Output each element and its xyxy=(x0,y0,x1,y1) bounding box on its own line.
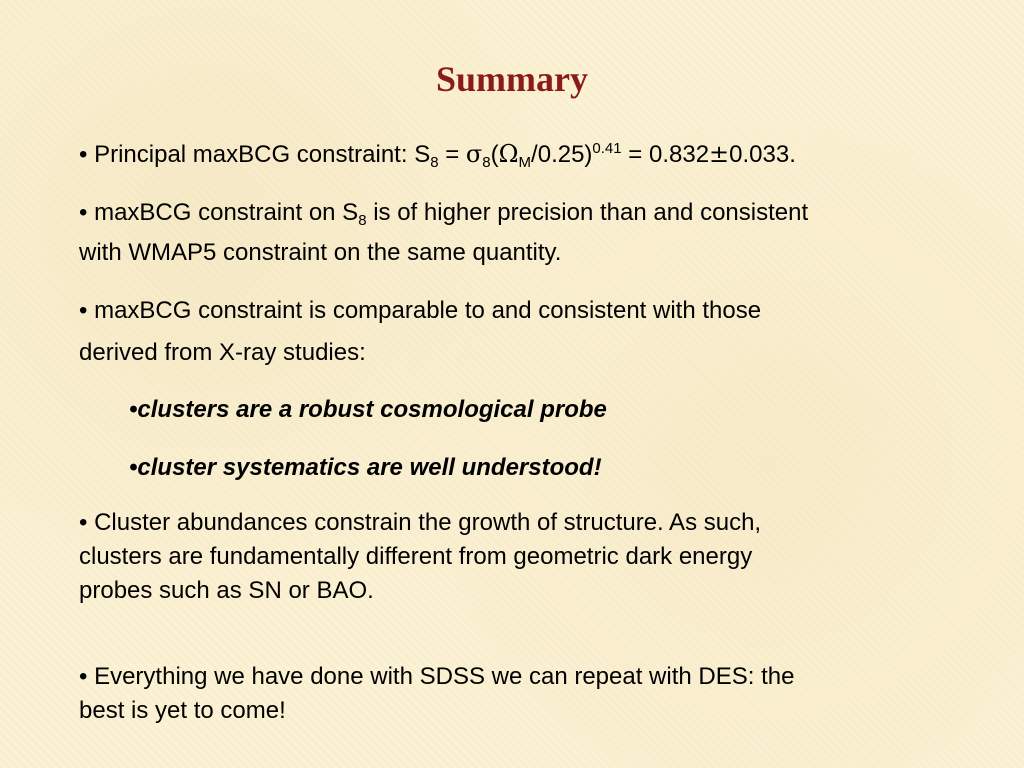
bullet-text: is of higher precision than and consistent xyxy=(366,199,809,226)
sub-bullet-systematics xyxy=(129,450,1009,486)
plus-minus-symbol: ± xyxy=(709,140,730,168)
bullet-text: /0.25) xyxy=(531,141,593,168)
bullet-xray xyxy=(79,293,959,329)
subscript: 8 xyxy=(482,154,491,171)
bullet-text: Cluster abundances constrain the growth of structure. As such, xyxy=(94,509,762,536)
bullet-marker: • xyxy=(79,663,88,690)
bullet-marker: • xyxy=(129,396,138,423)
bullet-cluster-abundances-line3: probes such as SN or BAO. xyxy=(79,577,374,604)
bullet-cluster-abundances-line2: clusters are fundamentally different from geometric dark energy xyxy=(79,543,753,570)
sigma-symbol: σ xyxy=(465,140,483,168)
bullet-xray-line2: derived from X-ray studies: xyxy=(79,339,366,366)
bullet-text: 0.033. xyxy=(729,141,796,168)
sub-bullet-text: cluster systematics are well understood! xyxy=(137,454,602,481)
superscript: 0.41 xyxy=(592,140,622,157)
bullet-marker: • xyxy=(129,454,138,481)
bullet-text: = xyxy=(438,141,466,168)
bullet-text: Principal maxBCG constraint: S xyxy=(94,141,431,168)
bullet-text: Everything we have done with SDSS we can repeat with DES: the xyxy=(94,663,795,690)
subscript: 8 xyxy=(430,154,439,171)
bullet-precision xyxy=(79,195,959,231)
bullet-text: = 0.832 xyxy=(621,141,710,168)
bullet-des xyxy=(79,660,959,694)
sub-bullet-text: clusters are a robust cosmological probe xyxy=(137,396,607,423)
bullet-principal-constraint xyxy=(79,136,959,173)
bullet-des-line2: best is yet to come! xyxy=(79,697,286,724)
slide-title: Summary xyxy=(436,59,588,99)
subscript: 8 xyxy=(358,212,367,229)
omega-symbol: Ω xyxy=(498,140,519,168)
bullet-marker: • xyxy=(79,297,88,324)
bullet-marker: • xyxy=(79,199,88,226)
bullet-marker: • xyxy=(79,509,88,536)
bullet-cluster-abundances xyxy=(79,506,959,540)
sub-bullet-robust-probe xyxy=(129,392,1009,428)
bullet-marker: • xyxy=(79,141,88,168)
bullet-text: maxBCG constraint on S xyxy=(94,199,359,226)
bullet-text: maxBCG constraint is comparable to and consistent with those xyxy=(94,297,762,324)
bullet-precision-line2: with WMAP5 constraint on the same quantity. xyxy=(79,239,562,266)
bullet-text: ( xyxy=(490,141,499,168)
subscript: M xyxy=(518,154,532,171)
